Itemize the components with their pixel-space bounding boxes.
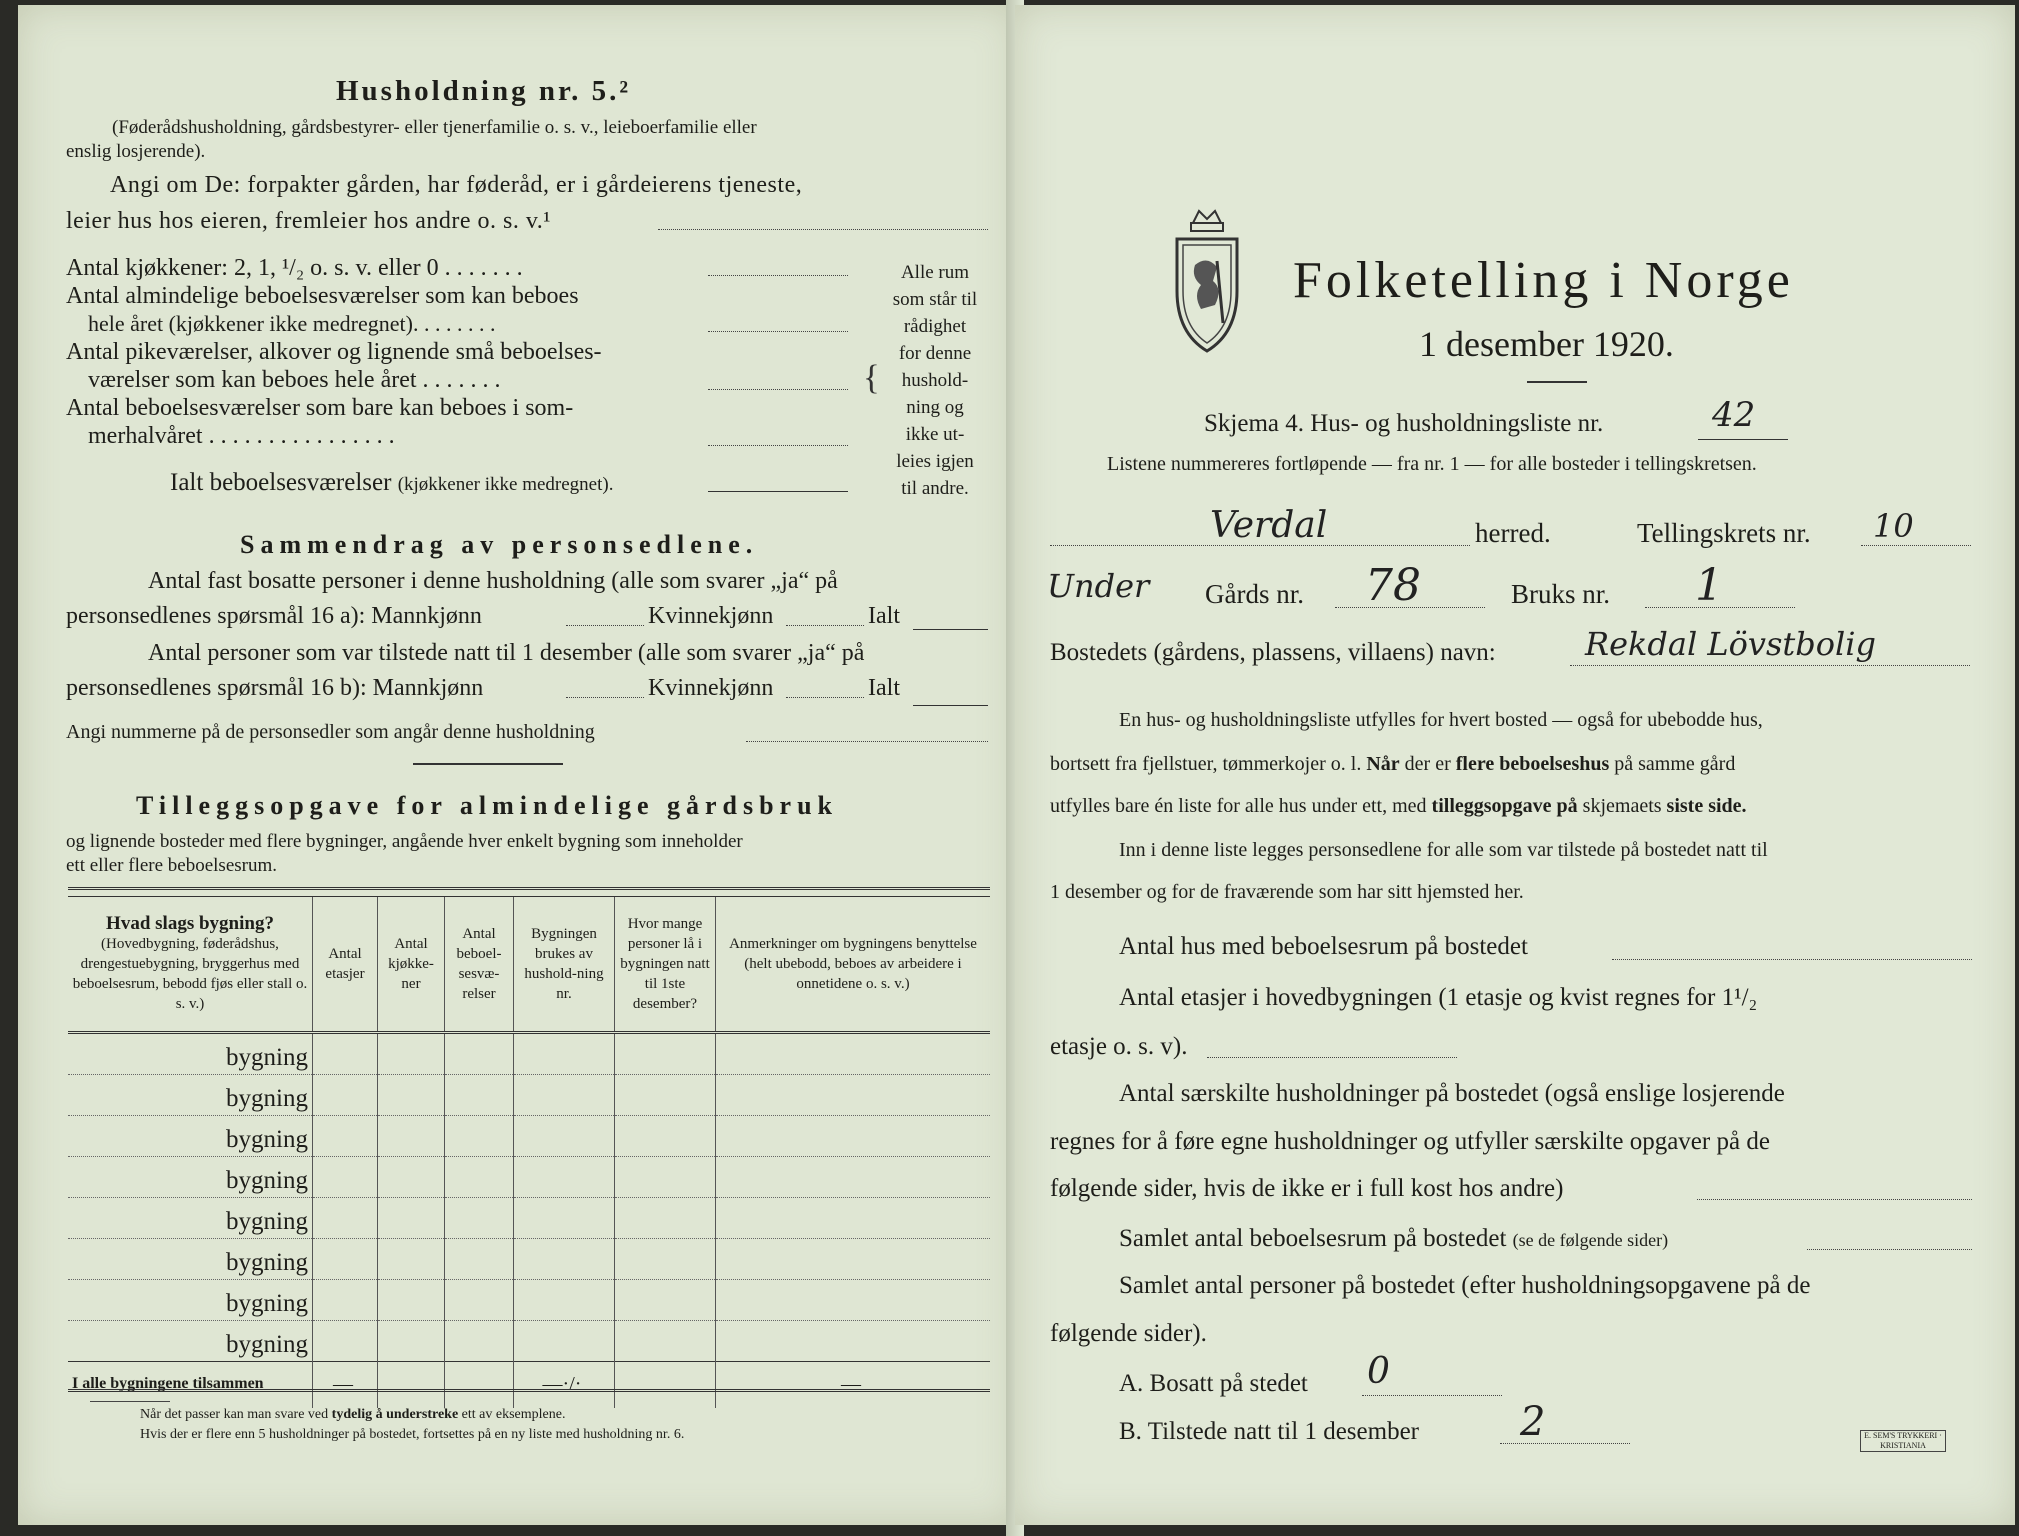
building-cell[interactable] [514, 1280, 615, 1321]
building-type-cell[interactable]: bygning [68, 1033, 313, 1075]
q-samlet-rum-field [1807, 1249, 1972, 1250]
census-title: Folketelling i Norge [1293, 252, 1794, 309]
building-cell[interactable] [445, 1033, 514, 1075]
col-husholdning: Bygningen brukes av hushold-ning nr. [514, 897, 615, 1033]
rooms-almindelige-1: Antal almindelige beboelsesværelser som kan beboes [66, 283, 579, 309]
building-cell[interactable] [716, 1075, 991, 1116]
under-note: Under [1047, 567, 1150, 605]
brace-note-line: Alle rum [900, 262, 970, 283]
building-cell[interactable] [514, 1321, 615, 1362]
brace-note-line: ning og [906, 397, 964, 418]
angi-line-1: Angi om De: forpakter gården, har føderåd, er i gårdeierens tjeneste, [110, 172, 803, 198]
building-cell[interactable] [313, 1280, 378, 1321]
table-bottom-rule [68, 1389, 990, 1397]
angi-line-2: leier hus hos eieren, fremleier hos andre o. s. v.¹ [66, 208, 551, 234]
building-cell[interactable] [313, 1157, 378, 1198]
census-date: 1 desember 1920. [1419, 324, 1674, 364]
footnote-1-c: ett av eksemplene. [458, 1407, 566, 1422]
footnote-1 [140, 1407, 565, 1423]
instr-2 [1050, 753, 1735, 776]
brace-note-line: ikke ut- [905, 424, 965, 445]
col-beboelsesvaerelser: Antal beboel-sesvæ-relser [445, 897, 514, 1033]
building-cell[interactable] [378, 1033, 445, 1075]
building-cell[interactable] [313, 1033, 378, 1075]
building-cell[interactable] [313, 1198, 378, 1239]
skjema-nr-line [1698, 439, 1788, 440]
rooms-ialt-note: (kjøkkener ikke medregnet). [397, 474, 614, 495]
instr-3-c: skjemaets [1577, 795, 1667, 817]
building-cell[interactable] [716, 1033, 991, 1075]
angi-nummerne-field [746, 741, 988, 742]
p1-ialt-label: Ialt [868, 603, 900, 629]
building-type-cell[interactable]: bygning [68, 1321, 313, 1362]
building-row [68, 1075, 990, 1116]
section-divider [413, 763, 563, 765]
q-samlet-rum [1119, 1225, 1668, 1253]
footnote-2: Hvis der er flere enn 5 husholdninger på bostedet, fortsettes på en ny liste med husholdning nr. 6. [140, 1427, 685, 1442]
gards-value: 78 [1365, 560, 1421, 611]
bostedets-value: Rekdal Lövstbolig [1585, 625, 1876, 663]
rooms-brace-note [876, 259, 994, 502]
q-saerskilte-field [1697, 1199, 1972, 1200]
q-etasjer-1: Antal etasjer i hovedbygningen (1 etasje og kvist regnes for 1¹/₂ [1119, 984, 1758, 1011]
rooms-kjokkener: Antal kjøkkener: 2, 1, ¹/₂ o. s. v. eller 0 . . . . . . . [66, 255, 523, 281]
bruks-label: Bruks nr. [1511, 579, 1611, 609]
building-cell[interactable] [378, 1116, 445, 1157]
instr-1: En hus- og husholdningsliste utfylles for hvert bosted — også for ubebodde hus, [1119, 709, 1763, 731]
building-cell[interactable] [716, 1157, 991, 1198]
coat-of-arms-icon [1171, 205, 1243, 355]
tellingskrets-value: 10 [1873, 507, 1914, 545]
buildings-table [68, 897, 990, 1408]
instr-3-a: utfylles bare én liste for alle hus under ett, med [1050, 795, 1432, 817]
rooms-almindelige-field [708, 331, 848, 332]
buildings-table-body [68, 1033, 990, 1409]
brace-note-line: som står til [892, 289, 978, 310]
building-cell[interactable] [378, 1280, 445, 1321]
title-rule [1527, 381, 1587, 383]
tillegg-sub-1: og lignende bosteder med flere bygninger, angående hver enkelt bygning som inneholder [66, 831, 743, 852]
building-cell[interactable] [445, 1198, 514, 1239]
instr-2-d: flere beboelseshus [1455, 753, 1610, 775]
rooms-ialt [170, 469, 613, 497]
building-cell[interactable] [514, 1198, 615, 1239]
instr-3 [1050, 795, 1747, 818]
rooms-sommer-field [708, 445, 848, 446]
total-cell[interactable]: — [313, 1362, 378, 1409]
building-cell[interactable] [514, 1075, 615, 1116]
building-cell[interactable] [615, 1157, 716, 1198]
building-cell[interactable] [445, 1280, 514, 1321]
building-cell[interactable] [378, 1321, 445, 1362]
p2-ialt-label: Ialt [868, 675, 900, 701]
herred-value: Verdal [1210, 505, 1328, 546]
building-cell[interactable] [716, 1239, 991, 1280]
building-cell[interactable] [615, 1033, 716, 1075]
footnote-1-a: Når det passer kan man svare ved [140, 1407, 332, 1422]
building-type-cell[interactable]: bygning [68, 1239, 313, 1280]
p1-kvinne-label: Kvinnekjønn [648, 603, 774, 629]
tillegg-heading: Tilleggsopgave for almindelige gårdsbruk [136, 791, 839, 820]
total-cell[interactable] [378, 1362, 445, 1409]
rooms-sommer-1: Antal beboelsesværelser som bare kan beboes i som- [66, 395, 574, 421]
right-page [1015, 5, 2015, 1525]
instr-2-a: bortsett fra fjellstuer, tømmerkojer o. l. [1050, 753, 1367, 775]
total-label: I alle bygningene tilsammen [72, 1375, 264, 1392]
building-cell[interactable] [313, 1116, 378, 1157]
q-hus: Antal hus med beboelsesrum på bostedet [1119, 933, 1528, 960]
rooms-almindelige-2: hele året (kjøkkener ikke medregnet). . . . . . . . [88, 311, 496, 336]
building-type-cell[interactable]: bygning [68, 1198, 313, 1239]
building-cell[interactable] [615, 1116, 716, 1157]
building-cell[interactable] [716, 1321, 991, 1362]
brace-note-line: for denne [898, 343, 972, 364]
q-saerskilte-3: følgende sider, hvis de ikke er i full kost hos andre) [1050, 1175, 1564, 1202]
a-field [1362, 1395, 1502, 1396]
building-type-cell[interactable]: bygning [68, 1075, 313, 1116]
q-samlet-rum-note: (se de følgende sider) [1512, 1230, 1669, 1250]
footnote-1-b: tydelig å understreke [331, 1407, 459, 1422]
total-cell[interactable]: —·/· [514, 1362, 615, 1409]
household-subtitle-1: (Føderådshusholdning, gårdsbestyrer- eller tjenerfamilie o. s. v., leieboerfamilie eller [112, 117, 757, 138]
building-cell[interactable] [378, 1198, 445, 1239]
building-cell[interactable] [313, 1321, 378, 1362]
brace-note-line: leies igjen [896, 451, 974, 472]
angi-nummerne: Angi nummerne på de personsedler som angår denne husholdning [66, 721, 595, 743]
rooms-ialt-label: Ialt beboelsesværelser [170, 469, 392, 496]
rooms-pike-field [708, 389, 848, 390]
q-samlet-pers-1: Samlet antal personer på bostedet (efter husholdningsopgavene på de [1119, 1272, 1811, 1299]
building-type-cell[interactable]: bygning [68, 1116, 313, 1157]
p2-kvinne-field [786, 697, 864, 698]
brace-note-line: rådighet [903, 316, 967, 337]
building-cell[interactable] [313, 1239, 378, 1280]
q-samlet-rum-label: Samlet antal beboelsesrum på bostedet [1119, 1225, 1507, 1252]
building-cell[interactable] [615, 1198, 716, 1239]
building-type-cell[interactable]: bygning [68, 1280, 313, 1321]
building-cell[interactable] [445, 1075, 514, 1116]
col-personer: Hvor mange personer lå i bygningen natt til 1ste desember? [615, 897, 716, 1033]
angi-answer-line [658, 229, 988, 230]
skjema-nr-value: 42 [1712, 395, 1756, 435]
instr-2-c: der er [1399, 753, 1456, 775]
herred-label: herred. [1475, 518, 1551, 548]
sammendrag-p2-line2: personsedlenes spørsmål 16 b): Mannkjønn [66, 675, 484, 701]
col-bygning [68, 897, 313, 1033]
rooms-brace: { [863, 358, 880, 397]
p2-ialt-field [913, 705, 988, 706]
sammendrag-p1-line1: Antal fast bosatte personer i denne husholdning (alle som svarer „ja“ på [148, 568, 838, 594]
rooms-ialt-field [708, 491, 848, 492]
instr-5: 1 desember og for de fraværende som har sitt hjemsted her. [1050, 881, 1524, 903]
building-cell[interactable] [514, 1239, 615, 1280]
building-cell[interactable] [514, 1033, 615, 1075]
q-samlet-pers-2: følgende sider). [1050, 1320, 1207, 1347]
tellingskrets-label: Tellingskrets nr. [1637, 518, 1811, 548]
bostedets-field [1570, 665, 1970, 666]
building-cell[interactable] [378, 1075, 445, 1116]
building-row [68, 1321, 990, 1362]
sammendrag-p2-line1: Antal personer som var tilstede natt til 1 desember (alle som svarer „ja“ på [148, 640, 865, 666]
building-row [68, 1280, 990, 1321]
q-saerskilte-2: regnes for å føre egne husholdninger og utfyller særskilte opgaver på de [1050, 1128, 1770, 1155]
building-cell[interactable] [716, 1280, 991, 1321]
total-cell[interactable] [445, 1362, 514, 1409]
listene-note: Listene nummereres fortløpende — fra nr. 1 — for alle bosteder i tellingskretsen. [1107, 453, 1757, 475]
building-cell[interactable] [445, 1116, 514, 1157]
rooms-kjokkener-field [708, 275, 848, 276]
building-row [68, 1157, 990, 1198]
instr-2-b: Når [1366, 753, 1400, 775]
household-title: Husholdning nr. 5.² [336, 75, 632, 107]
building-cell[interactable] [445, 1239, 514, 1280]
building-cell[interactable] [514, 1157, 615, 1198]
b-label: B. Tilstede natt til 1 desember [1119, 1418, 1419, 1445]
p1-kvinne-field [786, 625, 864, 626]
b-value: 2 [1520, 1399, 1546, 1445]
bostedets-label: Bostedets (gårdens, plassens, villaens) navn: [1050, 639, 1496, 666]
rooms-sommer-2: merhalvåret . . . . . . . . . . . . . . . . [88, 423, 395, 449]
instr-2-e: på samme gård [1609, 753, 1736, 775]
p1-ialt-field [913, 629, 988, 630]
bruks-value: 1 [1695, 560, 1723, 611]
instr-3-b: tilleggsopgave på [1431, 795, 1578, 817]
total-row [68, 1362, 990, 1409]
total-cell[interactable] [615, 1362, 716, 1409]
building-cell[interactable] [378, 1157, 445, 1198]
building-row [68, 1116, 990, 1157]
instr-4: Inn i denne liste legges personsedlene for alle som var tilstede på bostedet natt til [1119, 839, 1768, 861]
building-cell[interactable] [615, 1239, 716, 1280]
printer-stamp: E. SEM'S TRYKKERI · KRISTIANIA [1860, 1430, 1946, 1452]
instr-3-d: siste side. [1666, 795, 1747, 817]
col-kjokkener: Antal kjøkke-ner [378, 897, 445, 1033]
building-cell[interactable] [514, 1116, 615, 1157]
gards-label: Gårds nr. [1205, 579, 1304, 609]
brace-note-line: hushold- [901, 370, 969, 391]
q-etasjer-field [1207, 1057, 1457, 1058]
rooms-pike-2: værelser som kan beboes hele året . . . . . . . [88, 367, 501, 393]
col-bygning-sub: (Hovedbygning, føderådshus, drengestuebygning, bryggerhus med beboelsesrum, bebodd fjøs eller stall o. s. v.) [72, 936, 308, 1012]
sammendrag-heading: Sammendrag av personsedlene. [240, 530, 759, 559]
q-hus-field [1612, 959, 1972, 960]
col-anmerkninger: Anmerkninger om bygningens benyttelse (helt ubebodd, beboes av arbeidere i onnetidene o. s. v.) [716, 897, 991, 1033]
building-cell[interactable] [716, 1198, 991, 1239]
building-cell[interactable] [615, 1075, 716, 1116]
building-row [68, 1198, 990, 1239]
table-top-rule [68, 887, 990, 897]
sammendrag-p1-line2: personsedlenes spørsmål 16 a): Mannkjønn [66, 603, 482, 629]
building-cell[interactable] [615, 1321, 716, 1362]
a-label: A. Bosatt på stedet [1119, 1370, 1308, 1397]
building-cell[interactable] [378, 1239, 445, 1280]
building-row [68, 1239, 990, 1280]
rooms-pike-1: Antal pikeværelser, alkover og lignende små beboelses- [66, 339, 602, 365]
q-etasjer-2: etasje o. s. v). [1050, 1033, 1188, 1060]
left-page [18, 5, 1018, 1525]
p2-mann-field [566, 697, 644, 698]
a-value: 0 [1367, 1351, 1390, 1392]
building-cell[interactable] [615, 1280, 716, 1321]
building-type-cell[interactable]: bygning [68, 1157, 313, 1198]
building-cell[interactable] [716, 1116, 991, 1157]
tillegg-sub-2: ett eller flere beboelsesrum. [66, 855, 278, 876]
building-cell[interactable] [313, 1075, 378, 1116]
household-subtitle-2: enslig losjerende). [66, 141, 206, 162]
building-cell[interactable] [445, 1157, 514, 1198]
col-etasjer: Antal etasjer [313, 897, 378, 1033]
total-cell[interactable]: — [716, 1362, 991, 1409]
tellingskrets-field [1861, 545, 1971, 546]
skjema-label: Skjema 4. Hus- og husholdningsliste nr. [1204, 410, 1604, 437]
col-bygning-title: Hvad slags bygning? [106, 913, 274, 934]
building-cell[interactable] [445, 1321, 514, 1362]
q-saerskilte-1: Antal særskilte husholdninger på bostedet (også enslige losjerende [1119, 1080, 1785, 1107]
footnote-rule [90, 1401, 170, 1402]
brace-note-line: til andre. [901, 478, 969, 499]
p1-mann-field [566, 625, 644, 626]
p2-kvinne-label: Kvinnekjønn [648, 675, 774, 701]
building-row [68, 1033, 990, 1075]
